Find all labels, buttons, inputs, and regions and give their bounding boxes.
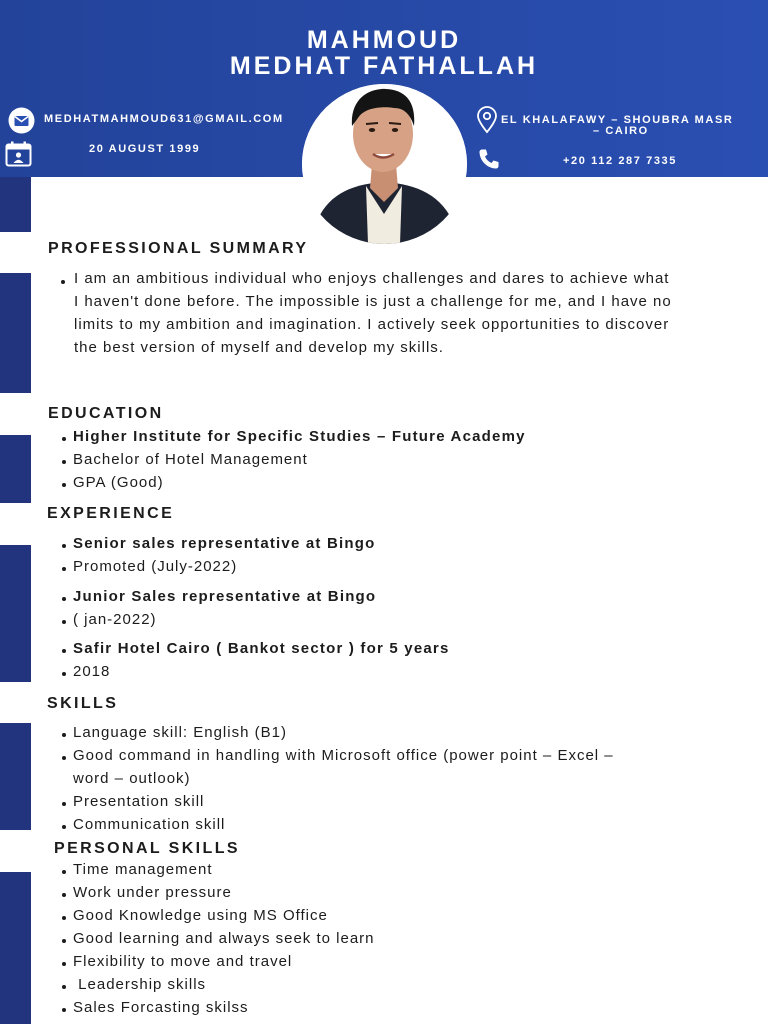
personal-skills-item: Flexibility to move and travel <box>73 950 292 973</box>
education-title: EDUCATION <box>48 405 164 422</box>
personal-skills-item: Good learning and always seek to learn <box>73 927 375 950</box>
summary-title: PROFESSIONAL SUMMARY <box>48 240 309 257</box>
sidebar-block <box>0 435 31 503</box>
address-line2: – CAIRO <box>593 125 649 137</box>
sidebar-block <box>0 545 31 682</box>
experience-item: Safir Hotel Cairo ( Bankot sector ) for 5 years <box>73 637 450 660</box>
education-item: Bachelor of Hotel Management <box>73 448 308 471</box>
summary-text: I am an ambitious individual who enjoys challenges and dares to achieve what I haven't done before. The impossible is just a challenge for me, and I have no limits to my ambition and imagination. I actively seek opportunities to discover the best version of myself and develop my skills. <box>74 270 672 356</box>
phone-icon <box>478 148 500 170</box>
skills-item: Presentation skill <box>73 790 204 813</box>
phone-text: +20 112 287 7335 <box>563 155 677 167</box>
education-item: GPA (Good) <box>73 471 164 494</box>
experience-item: Senior sales representative at Bingo <box>73 532 375 555</box>
skills-item: Good command in handling with Microsoft office (power point – Excel – <box>73 744 614 767</box>
personal-skills-item: Time management <box>73 858 213 881</box>
name-last: MEDHAT FATHALLAH <box>229 52 539 80</box>
personal-skills-item: Leadership skills <box>73 973 206 996</box>
personal-skills-title: PERSONAL SKILLS <box>54 840 240 857</box>
personal-skills-item: Good Knowledge using MS Office <box>73 904 328 927</box>
experience-item: 2018 <box>73 660 110 683</box>
birthdate-text: 20 AUGUST 1999 <box>89 143 201 155</box>
personal-skills-item: Work under pressure <box>73 881 232 904</box>
education-item: Higher Institute for Specific Studies – Future Academy <box>73 425 526 448</box>
experience-title: EXPERIENCE <box>47 505 175 522</box>
location-pin-icon <box>476 106 498 134</box>
name-first: MAHMOUD <box>306 26 462 54</box>
personal-skills-item: Sales Forcasting skilss <box>73 996 249 1019</box>
skills-title: SKILLS <box>47 695 119 712</box>
sidebar-block <box>0 273 31 393</box>
experience-item: Junior Sales representative at Bingo <box>73 585 376 608</box>
profile-photo <box>302 84 467 244</box>
sidebar-block <box>0 872 31 1024</box>
email-text: MEDHATMAHMOUD631@GMAIL.COM <box>44 113 284 125</box>
sidebar-block <box>0 723 31 830</box>
skills-item: Communication skill <box>73 813 225 836</box>
email-icon <box>8 107 35 134</box>
sidebar-block <box>0 177 31 232</box>
bullet <box>61 280 65 284</box>
skills-item-continuation: word – outlook) <box>73 770 191 787</box>
experience-item: ( jan-2022) <box>73 608 157 631</box>
experience-item: Promoted (July-2022) <box>73 555 237 578</box>
address-line1: EL KHALAFAWY – SHOUBRA MASR <box>501 114 734 126</box>
skills-item: Language skill: English (B1) <box>73 721 287 744</box>
calendar-icon <box>5 141 32 167</box>
